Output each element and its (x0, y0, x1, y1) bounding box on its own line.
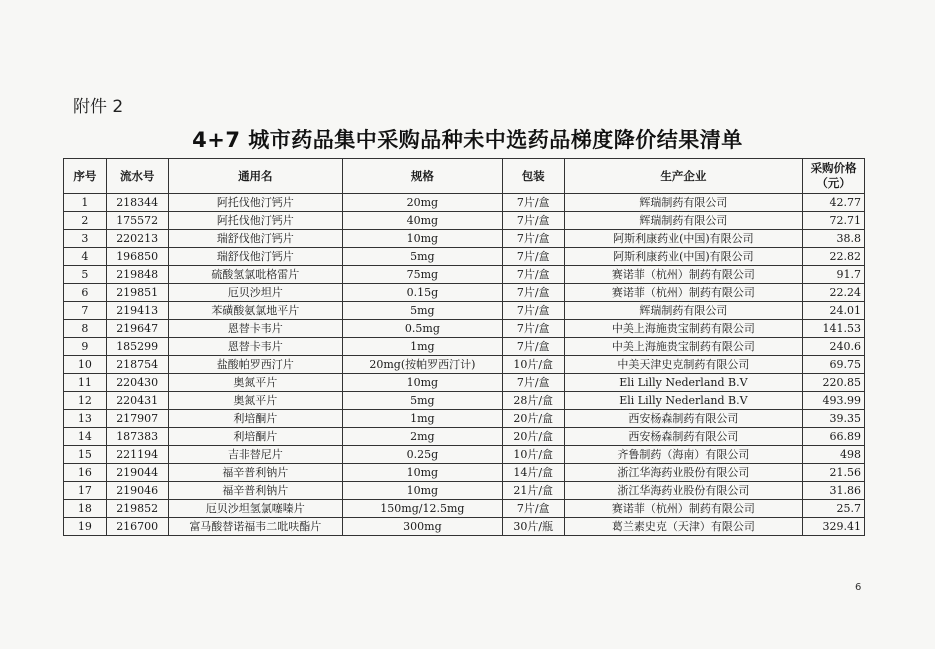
cell-maker: 中美天津史克制药有限公司 (564, 356, 803, 374)
cell-name: 厄贝沙坦片 (168, 284, 342, 302)
cell-spec: 20mg(按帕罗西汀计) (343, 356, 503, 374)
cell-maker: 阿斯利康药业(中国)有限公司 (564, 230, 803, 248)
cell-name: 盐酸帕罗西汀片 (168, 356, 342, 374)
cell-name: 利培酮片 (168, 410, 342, 428)
cell-pack: 7片/盒 (502, 284, 564, 302)
table-row (64, 194, 865, 212)
col-header-pack: 包装 (502, 159, 564, 194)
cell-seq: 19 (64, 518, 107, 536)
cell-spec: 75mg (343, 266, 503, 284)
cell-serial: 219848 (106, 266, 168, 284)
cell-price: 329.41 (803, 518, 865, 536)
col-header-serial: 流水号 (106, 159, 168, 194)
cell-name: 奥氮平片 (168, 392, 342, 410)
cell-maker: 西安杨森制药有限公司 (564, 428, 803, 446)
cell-pack: 7片/盒 (502, 248, 564, 266)
col-header-spec: 规格 (343, 159, 503, 194)
cell-name: 阿托伐他汀钙片 (168, 194, 342, 212)
cell-seq: 11 (64, 374, 107, 392)
cell-pack: 10片/盒 (502, 356, 564, 374)
cell-pack: 7片/盒 (502, 374, 564, 392)
cell-maker: 西安杨森制药有限公司 (564, 410, 803, 428)
cell-price: 240.6 (803, 338, 865, 356)
cell-serial: 218344 (106, 194, 168, 212)
cell-price: 69.75 (803, 356, 865, 374)
cell-seq: 18 (64, 500, 107, 518)
cell-maker: 中美上海施贵宝制药有限公司 (564, 338, 803, 356)
cell-maker: Eli Lilly Nederland B.V (564, 374, 803, 392)
cell-pack: 7片/盒 (502, 212, 564, 230)
cell-name: 阿托伐他汀钙片 (168, 212, 342, 230)
cell-serial: 187383 (106, 428, 168, 446)
col-header-price (803, 159, 865, 194)
cell-name: 苯磺酸氨氯地平片 (168, 302, 342, 320)
cell-seq: 17 (64, 482, 107, 500)
cell-pack: 10片/盒 (502, 446, 564, 464)
table-row (64, 374, 865, 392)
cell-name: 厄贝沙坦氢氯噻嗪片 (168, 500, 342, 518)
cell-maker: 赛诺菲（杭州）制药有限公司 (564, 284, 803, 302)
cell-serial: 185299 (106, 338, 168, 356)
table-row (64, 410, 865, 428)
cell-pack: 7片/盒 (502, 500, 564, 518)
cell-seq: 2 (64, 212, 107, 230)
price-result-table (63, 158, 865, 536)
cell-price: 493.99 (803, 392, 865, 410)
table-header-row (64, 159, 865, 194)
page-title: 4+7 城市药品集中采购品种未中选药品梯度降价结果清单 (192, 128, 743, 152)
col-header-name: 通用名 (168, 159, 342, 194)
cell-serial: 219044 (106, 464, 168, 482)
cell-name: 福辛普利钠片 (168, 482, 342, 500)
table-row (64, 500, 865, 518)
cell-price: 38.8 (803, 230, 865, 248)
cell-name: 富马酸替诺福韦二吡呋酯片 (168, 518, 342, 536)
cell-serial: 221194 (106, 446, 168, 464)
cell-pack: 7片/盒 (502, 338, 564, 356)
cell-spec: 0.5mg (343, 320, 503, 338)
col-header-price-line1: 采购价格 (810, 161, 857, 175)
cell-price: 21.56 (803, 464, 865, 482)
cell-maker: 浙江华海药业股份有限公司 (564, 464, 803, 482)
cell-spec: 40mg (343, 212, 503, 230)
table-row (64, 446, 865, 464)
cell-pack: 7片/盒 (502, 230, 564, 248)
cell-pack: 21片/盒 (502, 482, 564, 500)
table-row (64, 356, 865, 374)
table-row (64, 212, 865, 230)
cell-serial: 219851 (106, 284, 168, 302)
cell-price: 31.86 (803, 482, 865, 500)
cell-pack: 7片/盒 (502, 302, 564, 320)
table-row (64, 320, 865, 338)
cell-seq: 3 (64, 230, 107, 248)
col-header-seq: 序号 (64, 159, 107, 194)
cell-name: 福辛普利钠片 (168, 464, 342, 482)
cell-serial: 196850 (106, 248, 168, 266)
cell-pack: 20片/盒 (502, 410, 564, 428)
cell-seq: 14 (64, 428, 107, 446)
table-row (64, 392, 865, 410)
cell-spec: 300mg (343, 518, 503, 536)
cell-price: 42.77 (803, 194, 865, 212)
cell-price: 66.89 (803, 428, 865, 446)
cell-spec: 10mg (343, 464, 503, 482)
cell-maker: 赛诺菲（杭州）制药有限公司 (564, 500, 803, 518)
cell-pack: 28片/盒 (502, 392, 564, 410)
table-row (64, 302, 865, 320)
cell-price: 141.53 (803, 320, 865, 338)
cell-seq: 16 (64, 464, 107, 482)
cell-pack: 7片/盒 (502, 266, 564, 284)
cell-spec: 1mg (343, 410, 503, 428)
cell-spec: 0.25g (343, 446, 503, 464)
cell-price: 498 (803, 446, 865, 464)
cell-spec: 0.15g (343, 284, 503, 302)
cell-serial: 220213 (106, 230, 168, 248)
cell-maker: 辉瑞制药有限公司 (564, 194, 803, 212)
cell-seq: 6 (64, 284, 107, 302)
table-row (64, 338, 865, 356)
cell-price: 220.85 (803, 374, 865, 392)
cell-maker: 中美上海施贵宝制药有限公司 (564, 320, 803, 338)
cell-serial: 175572 (106, 212, 168, 230)
cell-serial: 220430 (106, 374, 168, 392)
cell-name: 恩替卡韦片 (168, 320, 342, 338)
cell-seq: 7 (64, 302, 107, 320)
cell-spec: 1mg (343, 338, 503, 356)
table-row (64, 464, 865, 482)
cell-spec: 5mg (343, 302, 503, 320)
cell-spec: 20mg (343, 194, 503, 212)
cell-name: 瑞舒伐他汀钙片 (168, 248, 342, 266)
cell-seq: 5 (64, 266, 107, 284)
cell-pack: 7片/盒 (502, 194, 564, 212)
cell-price: 25.7 (803, 500, 865, 518)
cell-maker: 阿斯利康药业(中国)有限公司 (564, 248, 803, 266)
cell-pack: 7片/盒 (502, 320, 564, 338)
cell-spec: 2mg (343, 428, 503, 446)
cell-spec: 10mg (343, 374, 503, 392)
cell-serial: 218754 (106, 356, 168, 374)
table-row (64, 428, 865, 446)
cell-price: 24.01 (803, 302, 865, 320)
cell-name: 利培酮片 (168, 428, 342, 446)
cell-maker: 辉瑞制药有限公司 (564, 302, 803, 320)
cell-name: 恩替卡韦片 (168, 338, 342, 356)
cell-price: 91.7 (803, 266, 865, 284)
cell-name: 吉非替尼片 (168, 446, 342, 464)
table-row (64, 266, 865, 284)
cell-spec: 150mg/12.5mg (343, 500, 503, 518)
cell-name: 瑞舒伐他汀钙片 (168, 230, 342, 248)
cell-seq: 9 (64, 338, 107, 356)
cell-maker: 辉瑞制药有限公司 (564, 212, 803, 230)
cell-serial: 216700 (106, 518, 168, 536)
cell-seq: 8 (64, 320, 107, 338)
cell-seq: 12 (64, 392, 107, 410)
table-row (64, 230, 865, 248)
annex-label: 附件 2 (73, 97, 124, 117)
cell-seq: 10 (64, 356, 107, 374)
cell-maker: 赛诺菲（杭州）制药有限公司 (564, 266, 803, 284)
cell-seq: 4 (64, 248, 107, 266)
cell-spec: 10mg (343, 482, 503, 500)
cell-pack: 20片/盒 (502, 428, 564, 446)
page-number: 6 (855, 582, 862, 593)
cell-pack: 14片/盒 (502, 464, 564, 482)
cell-serial: 217907 (106, 410, 168, 428)
table-row (64, 482, 865, 500)
cell-seq: 1 (64, 194, 107, 212)
col-header-price-line2: （元） (816, 176, 851, 190)
cell-serial: 219413 (106, 302, 168, 320)
cell-serial: 219046 (106, 482, 168, 500)
table-row (64, 284, 865, 302)
cell-serial: 219647 (106, 320, 168, 338)
cell-price: 22.82 (803, 248, 865, 266)
cell-spec: 5mg (343, 392, 503, 410)
cell-spec: 10mg (343, 230, 503, 248)
table-row (64, 248, 865, 266)
cell-pack: 30片/瓶 (502, 518, 564, 536)
cell-serial: 220431 (106, 392, 168, 410)
cell-name: 硫酸氢氯吡格雷片 (168, 266, 342, 284)
col-header-maker: 生产企业 (564, 159, 803, 194)
cell-serial: 219852 (106, 500, 168, 518)
cell-price: 22.24 (803, 284, 865, 302)
cell-spec: 5mg (343, 248, 503, 266)
cell-price: 39.35 (803, 410, 865, 428)
cell-seq: 15 (64, 446, 107, 464)
cell-maker: Eli Lilly Nederland B.V (564, 392, 803, 410)
cell-seq: 13 (64, 410, 107, 428)
cell-maker: 浙江华海药业股份有限公司 (564, 482, 803, 500)
cell-maker: 葛兰素史克（天津）有限公司 (564, 518, 803, 536)
cell-name: 奥氮平片 (168, 374, 342, 392)
table-row (64, 518, 865, 536)
cell-maker: 齐鲁制药（海南）有限公司 (564, 446, 803, 464)
cell-price: 72.71 (803, 212, 865, 230)
